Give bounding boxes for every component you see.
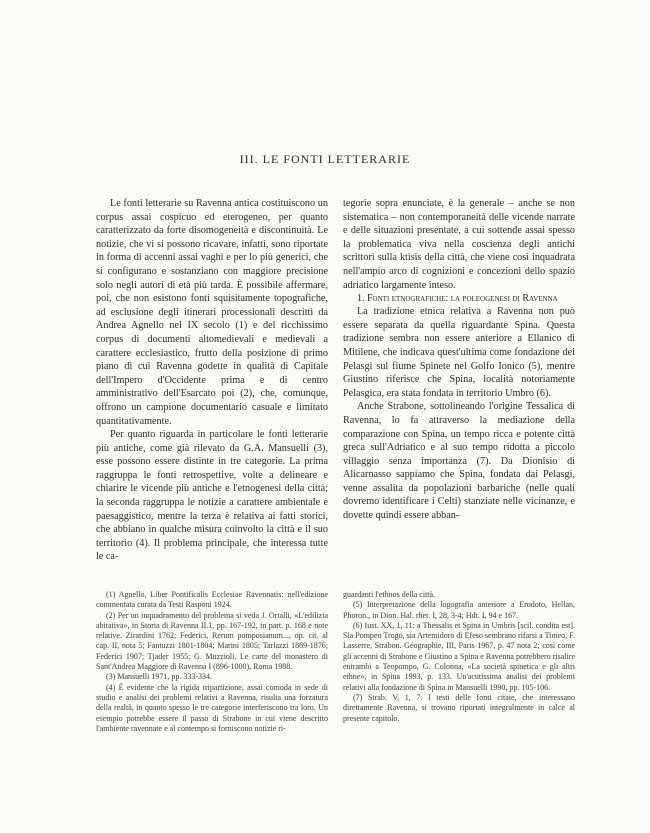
paragraph: La tradizione etnica relativa a Ravenna non può essere separata da quella riguardante Spina. Questa tradizione sembra non essere anteriore a Ellanico di Mitilene, che indicava quest'ultima come fondazione dei Pelasgi sul fiume Spinete nel Golfo Ionico (5), mentre Giustino riferisce che Spina, località notoriamente Pelasgica, era stata fondata in territorio Umbro (6).: [343, 306, 575, 399]
footnotes-left: [96, 590, 328, 734]
paragraph: Per quanto riguarda in particolare le fonti letterarie più antiche, come già rilevato da G.A. Mansuelli (3), esse possono essere distinte in tre categorie. La prima raggruppa le fonti retrospettive, volte a delineare e chiarire le vicende più antiche e l'etnogenesi della città; la seconda raggruppa le notizie a carattere ambientale e paesaggistico, mentre la terza è relativa ai fatti storici, che abbiano in qualche misura coinvolto la città e il suo territorio (4). Il problema principale, che interessa tutte le ca-: [96, 429, 328, 563]
chapter-title: III. LE FONTI LETTERARIE: [239, 152, 411, 166]
paragraph: tegorie sopra enunciate, è la generale – anche se non sistematica – non contemporaneità delle vicende narrate e delle situazioni presentate, a cui sottende assai spesso la problematica viva nella coscienza degli antichi scrittori sulla ktisis della città, che viene così inquadrata nell'ampio arco di cognizioni e concezioni dello spazio adriatico largamente inteso.: [343, 198, 575, 291]
footnote: (4) È evidente che la rigida tripartizione, assai comoda in sede di studio e analisi dei problemi relativi a Ravenna, risulta una forzatura della realtà, in quanto spesso le tre categorie interferiscono tra loro. Un esempio potrebbe essere il passo di Strabone in cui viene descritto l'ambiente ravennate e al contempo si forniscono notizie ri-: [96, 682, 328, 733]
footnote: guardanti l'ethnos della città.: [343, 590, 436, 599]
footnote: (3) Mansuelli 1971, pp. 333-334.: [106, 672, 212, 682]
footnote: (5) Interpretazione della logografia anteriore a Erodoto, Hellan, Phoron., in Dion. Hal. rhet. I, 28, 3-4; Hdt. I, 94 e 167.: [343, 600, 575, 620]
footnote: (2) Per un inquadramento del problema si veda J. Ortalli, «L'edilizia abitativa», in Storia di Ravenna II.1, pp. 167-192, in part. p. 168 e note relative. Zirardini 1762; Federici, Rerum pomposianum..., op. cit. al cap. II, nota 5; Fantuzzi 1801-1804; Marini 1805; Tarlazzi 1869-1876; Federici 1907; Tjader 1955; G. Muzzioli, Le carte del monastero di Sant'Andrea Maggiore di Ravenna I (896-1000), Roma 1988.: [96, 610, 328, 672]
footnote: (1) Agnello, Liber Pontificalis Ecclesiae Ravennatis: nell'edizione commentata curata da Testi Rasponi 1924.: [96, 590, 328, 610]
paragraph: Le fonti letterarie su Ravenna antica costituiscono un corpus assai cospicuo ed eterogeneo, per quanto caratterizzato da forte disomogeneità e discontinuità. Le notizie, che vi si possono ricavare, infatti, sono riportate in forma di accenni assai vaghi e per lo più generici, che si configurano e sostanziano con maggiore precisione solo negli autori di età più tarda. È possibile affermare, poi, che non esistono fonti squisitamente topografiche, ad esclusione degli itinerari processionali descritti da Andrea Agnello nel IX secolo (1) e del ricchissimo corpus di documenti altomedievali e medievali a carattere ecclesiastico, frutto della posizione di primo piano di cui Ravenna godette in qualità di Capitale dell'Impero d'Occidente prima e di centro amministrativo dell'Esarcato poi (2), che, comunque, offrono un campione documentario casuale e limitato quantitativamente.: [96, 198, 328, 427]
section-heading: 1. Fonti etnografiche: la poleogenesi di Ravenna: [357, 293, 558, 305]
footnotes-right: [343, 590, 575, 724]
right-text-column: [343, 197, 575, 523]
paragraph: Anche Strabone, sottolineando l'origine Tessalica di Ravenna, lo fa attraverso la mediazione della comparazione con Spina, un tempo ricca e potente città greca sull'Adriatico e al suo tempo ridotta a piccolo villaggio senza importanza (7). Da Dionisio di Alicarnasso sappiamo che Spina, fondata dai Pelasgi, venne assalita da popolazioni barbariche (nelle quali dovremo identificare i Celti) stanziate nelle vicinanze, e dovette quindi essere abban-: [343, 401, 575, 522]
left-text-column: [96, 197, 328, 564]
footnote: (6) Iust. XX, 1, 11: a Thessalis et Spina in Umbris [scil. condita est]. Sia Pompeo Trogo, sia Artemidoro di Efeso sembrano rifarsi a Timeo, F. Lasserre, Strabon. Géographie, III, Paris 1967, p. 47 nota 2; così come gli accenni di Strabone e Giustino a Spina e Ravenna potrebbero risalire entrambi a Teopompo, G. Colonna, «La società spinetica e gli altri ethne», in Spina 1993, p. 133. Un'acutissima analisi dei problemi relativi alla fondazione di Spina in Mansuelli 1990, pp. 105-106.: [343, 620, 575, 692]
footnote: (7) Strab. V, 1, 7. I testi delle fonti citate, che interessano direttamente Ravenna, si trovano riportati integralmente in calce al presente capitolo.: [343, 692, 575, 723]
